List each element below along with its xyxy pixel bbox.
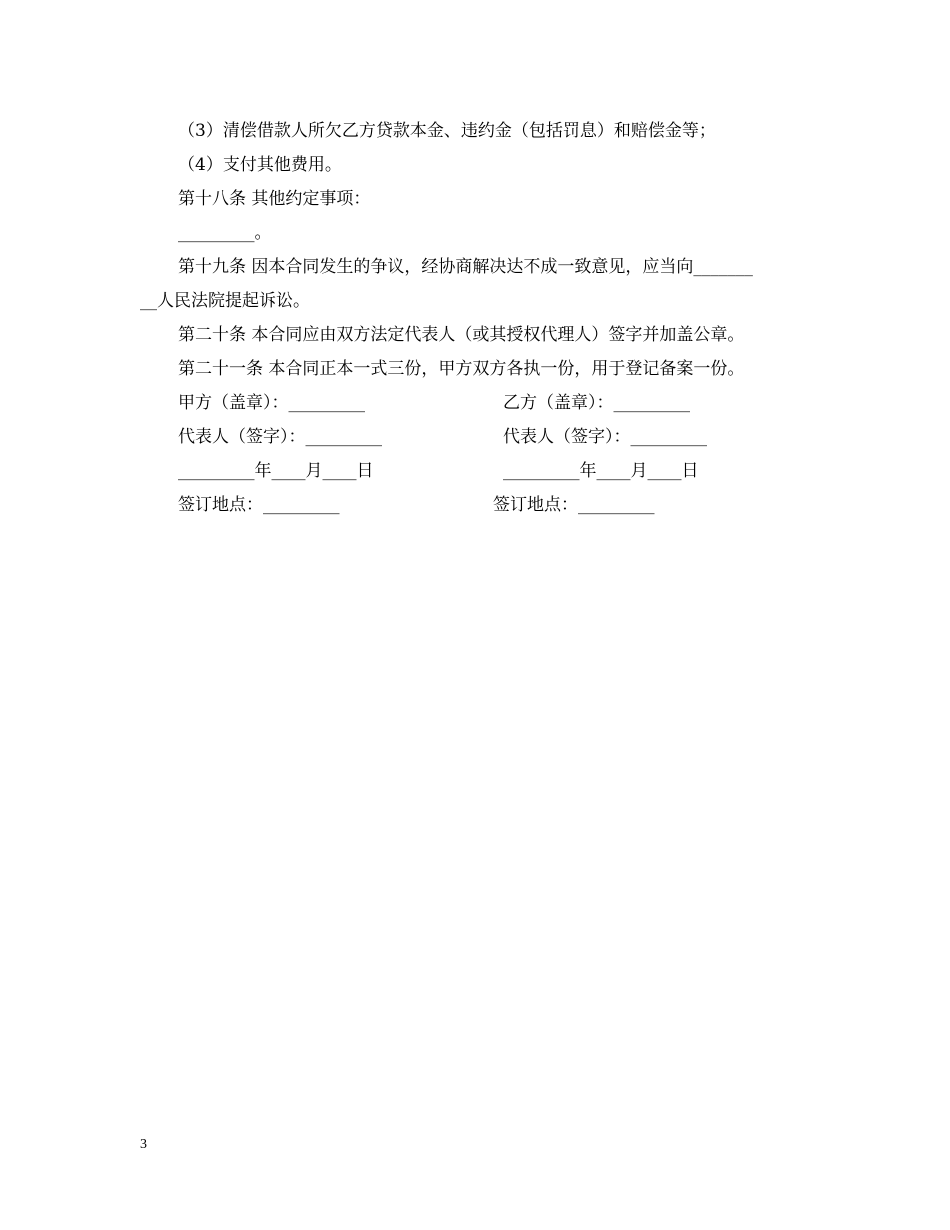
article-18-heading: 第十八条 其他约定事项： bbox=[178, 189, 371, 209]
article-19-line-2: __人民法院提起诉讼。 bbox=[140, 291, 310, 311]
article-20: 第二十条 本合同应由双方法定代表人（或其授权代理人）签字并加盖公章。 bbox=[178, 325, 745, 345]
clause-item-3: （3）清偿借款人所欠乙方贷款本金、违约金（包括罚息）和赔偿金等； bbox=[178, 121, 716, 141]
party-b-signing-place: 签订地点：_________ bbox=[493, 495, 655, 515]
article-19-line-1: 第十九条 因本合同发生的争议，经协商解决达不成一致意见，应当向_______ bbox=[178, 257, 753, 277]
article-21: 第二十一条 本合同正本一式三份，甲方双方各执一份，用于登记备案一份。 bbox=[178, 359, 745, 379]
party-b-representative: 代表人（签字）：_________ bbox=[503, 427, 707, 447]
article-18-blank: _________。 bbox=[178, 223, 272, 243]
party-a-date: _________年____月____日 bbox=[178, 461, 374, 481]
party-a-seal: 甲方（盖章）：_________ bbox=[178, 393, 365, 413]
party-b-seal: 乙方（盖章）：_________ bbox=[503, 393, 690, 413]
party-b-date: _________年____月____日 bbox=[503, 461, 699, 481]
party-a-signing-place: 签订地点：_________ bbox=[178, 495, 340, 515]
clause-item-4: （4）支付其他费用。 bbox=[178, 155, 342, 175]
party-a-representative: 代表人（签字）：_________ bbox=[178, 427, 382, 447]
page-number: 3 bbox=[140, 1137, 147, 1152]
